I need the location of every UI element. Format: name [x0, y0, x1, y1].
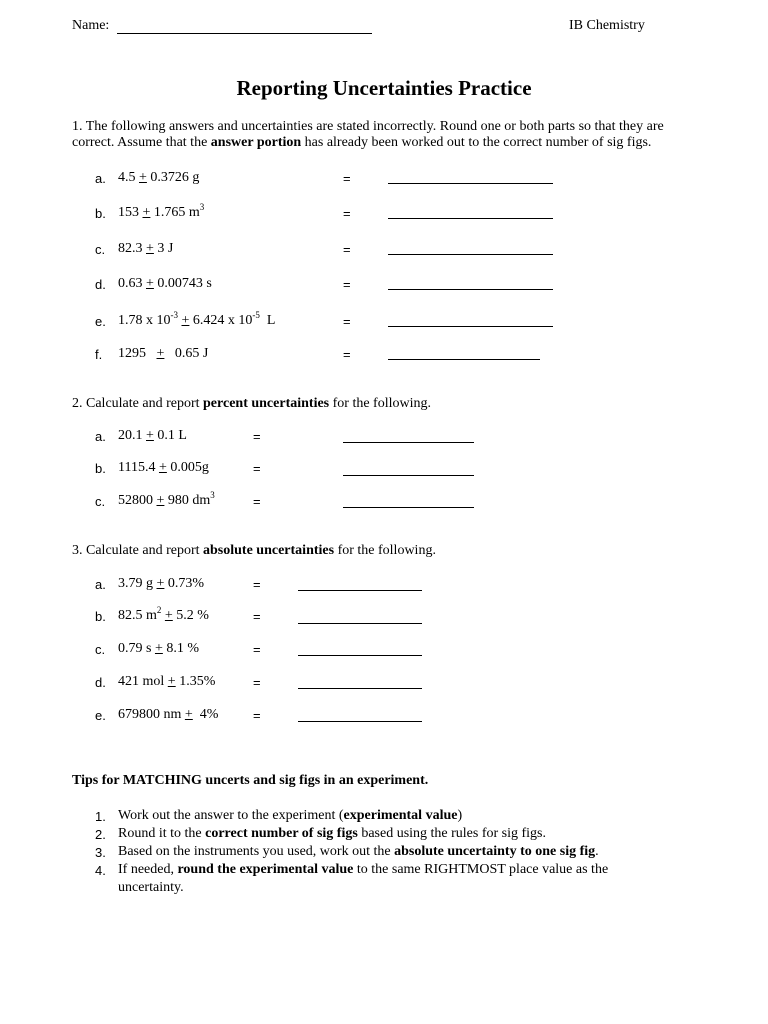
q3-equals-sign: =	[253, 609, 261, 624]
q1-answer-blank[interactable]	[388, 289, 553, 290]
q1-equals-sign: =	[343, 277, 351, 292]
q3-item-letter: d.	[95, 675, 106, 690]
q1-answer-blank[interactable]	[388, 359, 540, 360]
q2-item-letter: c.	[95, 494, 106, 509]
tips-item-text-continued: uncertainty.	[118, 880, 184, 895]
q3-item-letter: e.	[95, 708, 106, 723]
q2-answer-blank[interactable]	[343, 507, 474, 508]
q1-equals-sign: =	[343, 171, 351, 186]
q1-item-letter: c.	[95, 242, 106, 257]
q3-item-letter: a.	[95, 577, 106, 592]
q1-intro-line1: 1. The following answers and uncertainties are stated incorrectly. Round one or both parts so that they are	[72, 119, 664, 134]
q1-item-expression: 1295 + 0.65 J	[118, 346, 209, 361]
q1-intro	[72, 119, 702, 151]
q1-equals-sign: =	[343, 206, 351, 221]
tips-heading: Tips for MATCHING uncerts and sig figs in an experiment.	[72, 773, 429, 788]
q1-item-expression: 82.3 + 3 J	[118, 241, 174, 256]
q1-item-expression: 153 + 1.765 $m^3$	[118, 202, 205, 220]
q2-equals-sign: =	[253, 461, 261, 476]
tips-item-text: If needed, round the experimental value to the same RIGHTMOST place value as the	[118, 862, 609, 877]
q3-item-letter: c.	[95, 642, 106, 657]
q1-item-letter: e.	[95, 314, 106, 329]
q3-answer-blank[interactable]	[298, 655, 422, 656]
q1-answer-blank[interactable]	[388, 183, 553, 184]
q3-item-expression: 0.79 s + 8.1 %	[118, 641, 200, 656]
q1-item-expression: 0.63 + 0.00743 s	[118, 276, 212, 291]
q1-equals-sign: =	[343, 347, 351, 362]
q2-item-expression: 20.1 + 0.1 L	[118, 428, 187, 443]
q3-equals-sign: =	[253, 642, 261, 657]
name-blank-line[interactable]	[117, 33, 372, 34]
q1-item-letter: a.	[95, 171, 106, 186]
tips-item-number: 3.	[95, 845, 106, 860]
q1-answer-blank[interactable]	[388, 218, 553, 219]
q1-equals-sign: =	[343, 242, 351, 257]
q2-answer-blank[interactable]	[343, 442, 474, 443]
tips-item-text: Based on the instruments you used, work out the absolute uncertainty to one sig fig.	[118, 844, 599, 859]
q3-intro: 3. Calculate and report absolute uncertainties for the following.	[72, 543, 436, 558]
course-label: IB Chemistry	[569, 18, 645, 33]
q3-item-expression: 421 mol + 1.35%	[118, 674, 216, 689]
q3-equals-sign: =	[253, 675, 261, 690]
q1-item-expression: 1.78 x $10^{-3} + 6.424$ x $10^{-5}$ L	[118, 310, 276, 328]
name-label: Name:	[72, 18, 110, 33]
q1-item-letter: b.	[95, 206, 106, 221]
q3-item-expression: 679800 nm + 4%	[118, 707, 219, 722]
page-title: Reporting Uncertainties Practice	[236, 76, 532, 100]
tips-item-number: 1.	[95, 809, 106, 824]
q1-item-expression: 4.5 + 0.3726 g	[118, 170, 200, 185]
q2-item-letter: a.	[95, 429, 106, 444]
q1-answer-blank[interactable]	[388, 326, 553, 327]
q2-answer-blank[interactable]	[343, 475, 474, 476]
q1-answer-blank[interactable]	[388, 254, 553, 255]
tips-item-text: Work out the answer to the experiment (experimental value)	[118, 808, 463, 823]
tips-item-number: 4.	[95, 863, 106, 878]
q2-equals-sign: =	[253, 429, 261, 444]
q3-item-expression: 82.5 $m^2 + 5.2$ %	[118, 605, 209, 623]
q1-item-letter: f.	[95, 347, 103, 362]
q3-answer-blank[interactable]	[298, 590, 422, 591]
q1-equals-sign: =	[343, 314, 351, 329]
q3-answer-blank[interactable]	[298, 623, 422, 624]
q1-item-letter: d.	[95, 277, 106, 292]
q2-equals-sign: =	[253, 494, 261, 509]
q3-answer-blank[interactable]	[298, 688, 422, 689]
q3-equals-sign: =	[253, 577, 261, 592]
tips-item-text: Round it to the correct number of sig figs based using the rules for sig figs.	[118, 826, 547, 841]
q2-item-expression: 52800 + 980 $dm^3$	[118, 490, 215, 508]
q3-item-letter: b.	[95, 609, 106, 624]
q1-intro-line2: correct. Assume that the answer portion has already been worked out to the correct number of sig figs.	[72, 135, 652, 150]
q2-intro: 2. Calculate and report percent uncertainties for the following.	[72, 396, 431, 411]
q3-answer-blank[interactable]	[298, 721, 422, 722]
q2-item-letter: b.	[95, 461, 106, 476]
tips-item-number: 2.	[95, 827, 106, 842]
q2-item-expression: 1115.4 + 0.005g	[118, 460, 209, 475]
q3-item-expression: 3.79 g + 0.73%	[118, 576, 205, 591]
q3-equals-sign: =	[253, 708, 261, 723]
